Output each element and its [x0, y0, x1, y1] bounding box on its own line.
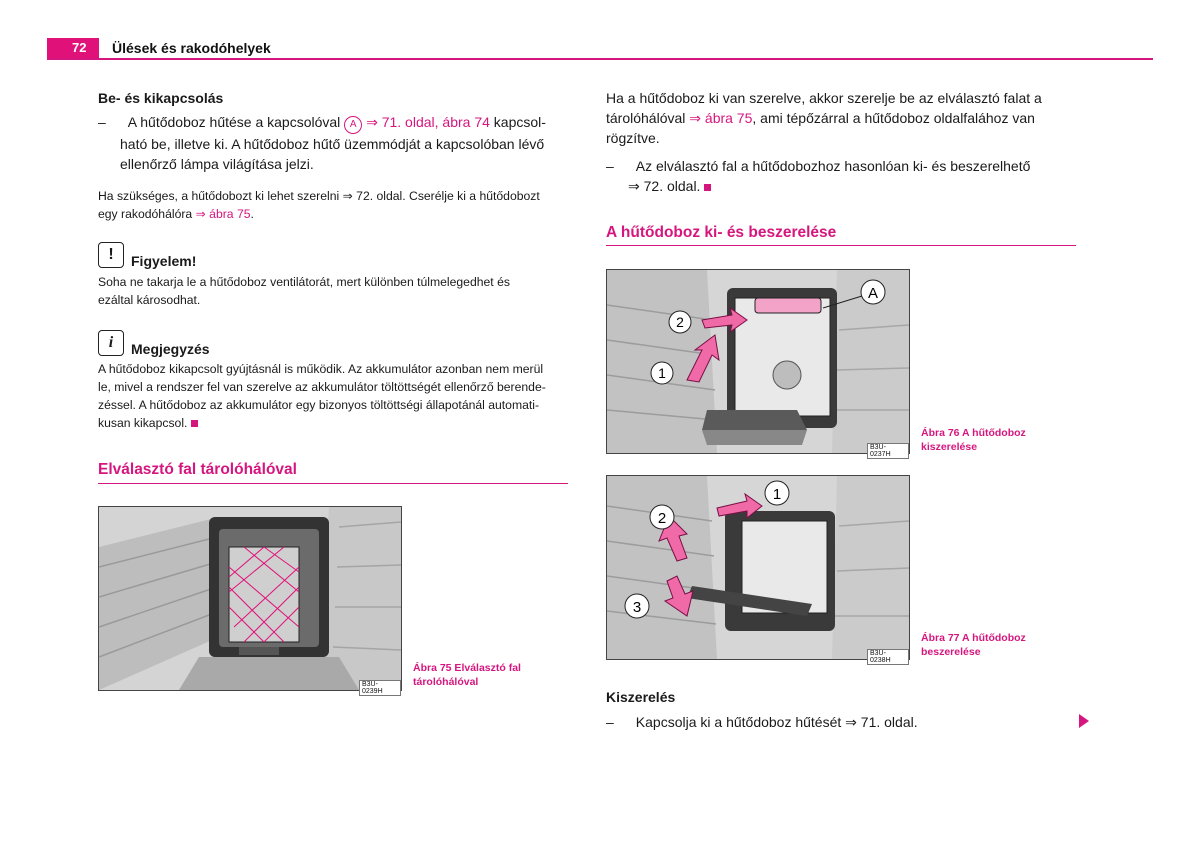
removal-paragraph	[98, 187, 568, 223]
fig76-callout-2: 2	[676, 314, 684, 330]
fig76-callout-A: A	[867, 285, 879, 302]
fig77-code: B3U-0238H	[867, 649, 909, 665]
fig76-caption	[921, 426, 1026, 454]
fig76-caption-line1: Ábra 76 A hűtődoboz	[921, 427, 1026, 439]
warning-line2: ezáltal károsodhat.	[98, 293, 201, 307]
warning-text	[98, 273, 568, 309]
fig75-code: B3U-0239H	[359, 680, 401, 696]
fig77-caption	[921, 631, 1026, 659]
end-marker	[704, 184, 711, 191]
header-rule	[47, 58, 1153, 60]
note-line2: le, mivel a rendszer fel van szerelve az akkumulátor töltöttségét ellenőrző berende-	[98, 380, 546, 394]
chapter-title: Ülések és rakodóhelyek	[112, 40, 271, 56]
fig77-illustration	[607, 476, 909, 659]
bullet-divider-install	[606, 156, 1086, 196]
fig75-caption	[413, 661, 521, 689]
bullet-dash: –	[606, 158, 614, 174]
fig76-callout-1: 1	[658, 365, 666, 381]
para-period: .	[250, 207, 254, 221]
bullet-text: A hűtődoboz hűtése a kapcsolóval	[127, 114, 341, 130]
bullet-line2: ható be, illetve ki. A hűtődoboz hűtő üzemmódját a kapcsolóban lévő	[120, 136, 545, 152]
bullet2-line2: ⇒ 72. oldal.	[628, 178, 701, 194]
subsection-title-removal: Kiszerelés	[606, 689, 676, 705]
bullet2-line1: Az elválasztó fal a hűtődobozhoz hasonlóan ki- és beszerelhető	[635, 158, 1031, 174]
page-link-71[interactable]: ⇒ 71. oldal, ábra 74	[366, 114, 490, 130]
fig77-callout-2: 2	[657, 510, 667, 527]
fig76-illustration	[607, 270, 909, 453]
continue-arrow-icon[interactable]	[1078, 714, 1090, 728]
section-title-removal-install: A hűtődoboz ki- és beszerelése	[606, 224, 837, 241]
fig76-caption-line2: kiszerelése	[921, 441, 978, 453]
fig76-code: B3U-0237H	[867, 443, 909, 459]
section-title-divider: Elválasztó fal tárolóhálóval	[98, 461, 297, 478]
bullet-switch-off	[606, 712, 918, 732]
section-rule	[606, 245, 1076, 246]
fig77-callout-3: 3	[632, 599, 642, 616]
para1-line1: Ha a hűtődoboz ki van szerelve, akkor szerelje be az elválasztó falat a	[606, 90, 1042, 106]
fig75-illustration	[99, 507, 401, 690]
fig75-caption-line1: Ábra 75 Elválasztó fal	[413, 662, 521, 674]
bullet-line3: ellenőrző lámpa világítása jelzi.	[120, 156, 314, 172]
fig77-caption-line1: Ábra 77 A hűtődoboz	[921, 632, 1026, 644]
figure-76	[606, 269, 910, 458]
bullet-dash: –	[606, 714, 614, 730]
bullet3-text: Kapcsolja ki a hűtődoboz hűtését ⇒ 71. oldal.	[635, 714, 918, 730]
section-rule	[98, 483, 568, 484]
note-line4: kusan kikapcsol.	[98, 416, 188, 430]
bullet-cooling-switch	[98, 112, 568, 174]
warning-line1: Soha ne takarja le a hűtődoboz ventilátorát, mert különben túlmelegedhet és	[98, 275, 510, 289]
figure-75	[98, 506, 402, 695]
para1-line3: rögzítve.	[606, 130, 660, 146]
divider-paragraph	[606, 88, 1086, 148]
para-line2: egy rakodóhálóra	[98, 207, 193, 221]
fig75-link-2[interactable]: ⇒ ábra 75	[689, 110, 753, 126]
para1-line2-post: , ami tépőzárral a hűtődoboz oldalfalához van	[752, 110, 1035, 126]
page-number: 72	[72, 40, 87, 55]
bullet-text-cont: kapcsol-	[493, 114, 546, 130]
note-line3: zéssel. A hűtődoboz az akkumulátor egy bizonyos töltöttségi állapotánál automati-	[98, 398, 540, 412]
fig75-caption-line2: tárolóhálóval	[413, 676, 479, 688]
bullet-dash: –	[98, 114, 106, 130]
info-icon: i	[98, 330, 124, 356]
fig77-callout-1: 1	[772, 486, 782, 503]
fig77-caption-line2: beszerelése	[921, 646, 981, 658]
figure-77	[606, 475, 910, 664]
section-title-on-off: Be- és kikapcsolás	[98, 90, 224, 106]
warning-icon: !	[98, 242, 124, 268]
para-line1: Ha szükséges, a hűtődobozt ki lehet szerelni ⇒ 72. oldal. Cserélje ki a hűtődobozt	[98, 189, 540, 203]
fig75-link[interactable]: ⇒ ábra 75	[195, 207, 251, 221]
switch-badge: A	[344, 116, 362, 134]
end-marker	[191, 420, 198, 427]
note-line1: A hűtődoboz kikapcsolt gyújtásnál is működik. Az akkumulátor azonban nem merül	[98, 362, 544, 376]
warning-title: Figyelem!	[131, 253, 197, 269]
para1-line2: tárolóhálóval	[606, 110, 686, 126]
note-text	[98, 360, 570, 432]
note-title: Megjegyzés	[131, 341, 210, 357]
